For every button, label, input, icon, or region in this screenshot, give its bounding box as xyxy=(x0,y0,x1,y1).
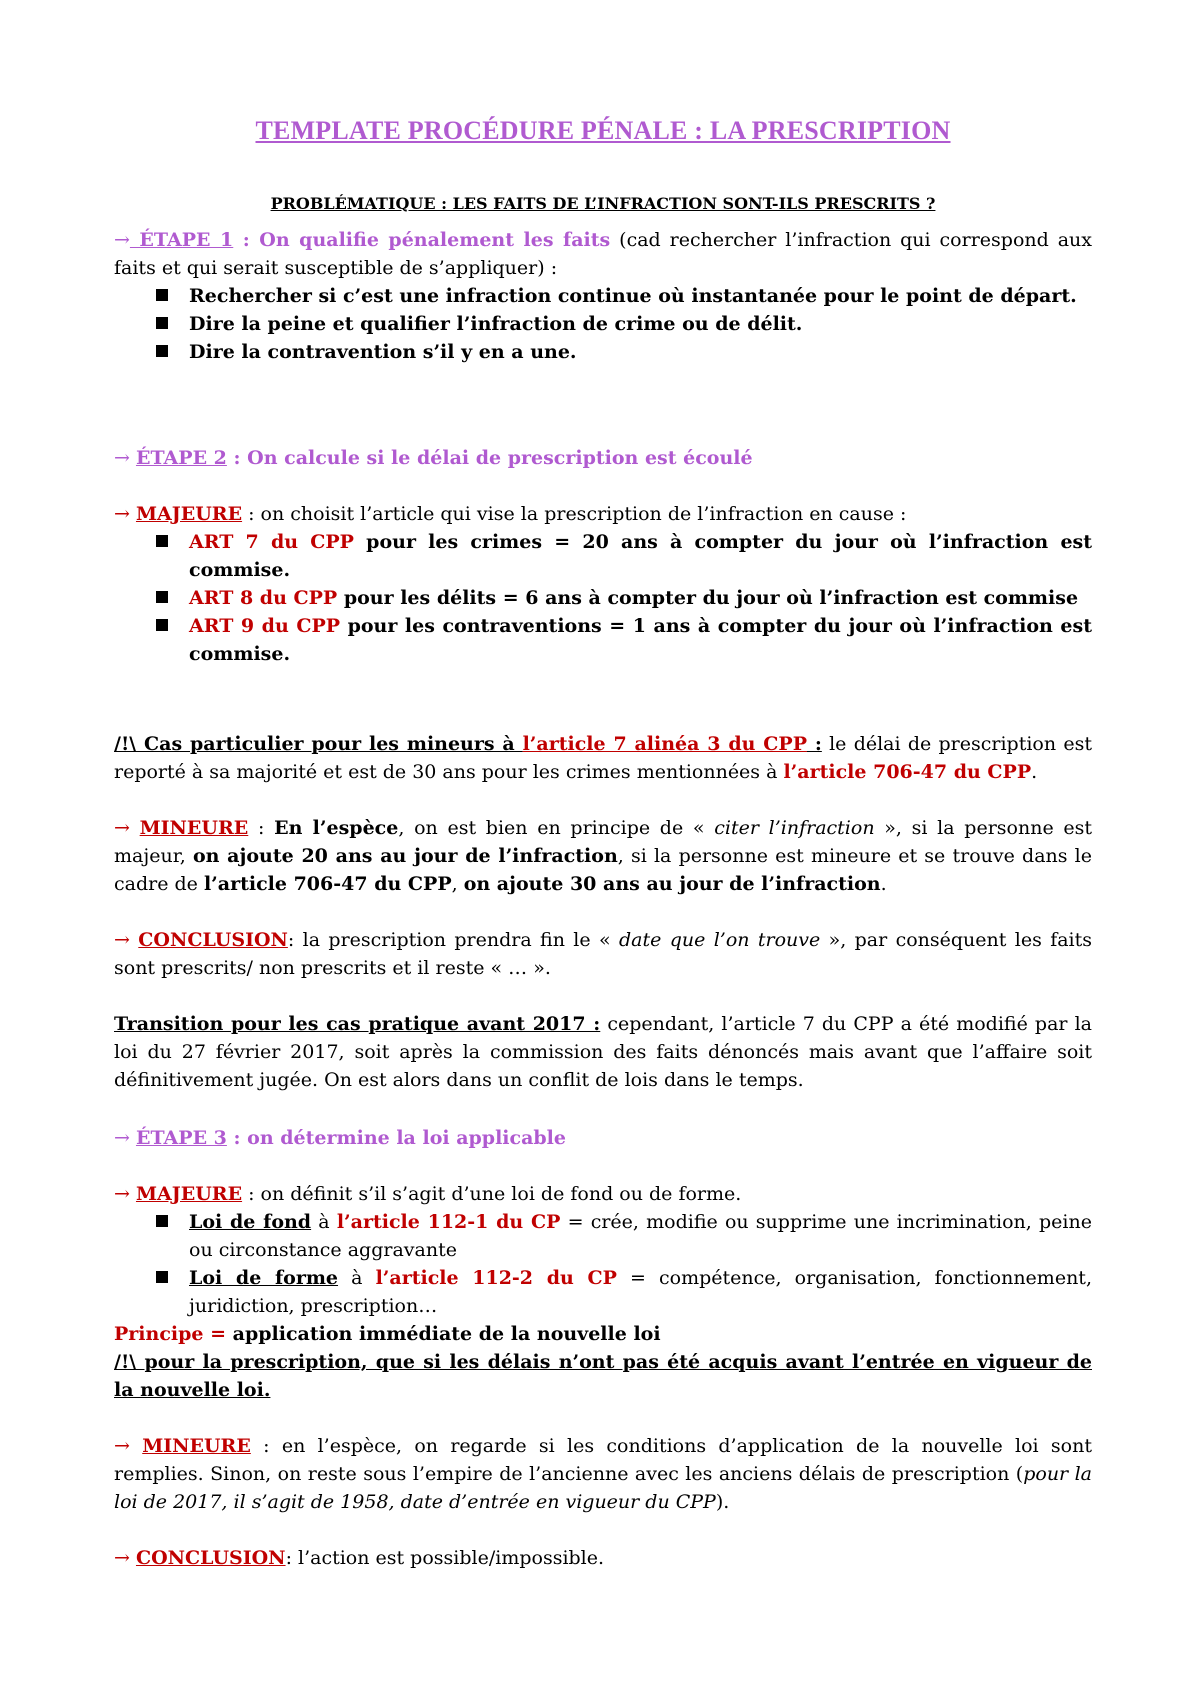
mineure2-label: MINEURE xyxy=(142,1435,251,1457)
etape1-label: ÉTAPE 1 xyxy=(129,229,234,251)
arrow-icon: → xyxy=(114,817,130,839)
warning-paragraph: /!\ pour la prescription, que si les délais n’ont pas été acquis avant l’entrée en vigueur de la nouvelle loi. xyxy=(114,1351,1092,1401)
problematique-heading: PROBLÉMATIQUE : LES FAITS DE L’INFRACTION SONT-ILS PRESCRITS ? xyxy=(270,194,936,213)
principe-label: Principe = xyxy=(114,1323,227,1345)
arrow-icon: → xyxy=(114,1183,130,1205)
majeure1-paragraph xyxy=(114,500,1092,528)
square-bullet-icon xyxy=(156,619,168,631)
etape1-heading: : On qualifie pénalement les faits xyxy=(233,229,611,251)
conclusion2-label: CONCLUSION xyxy=(135,1547,286,1569)
mineure2-paragraph: → MINEURE : en l’espèce, on regarde si les conditions d’application de la nouvelle loi sont remplies. Sinon, on reste sous l’empire de l’ancienne avec les anciens délais de prescription (pour la loi de 2017, il s’agit de 1958, date d’entrée en vigueur du CPP). xyxy=(114,1435,1092,1513)
cas-particulier-paragraph: /!\ Cas particulier pour les mineurs à l’article 7 alinéa 3 du CPP : le délai de prescription est reporté à sa majorité et est de 30 ans pour les crimes mentionnées à l’article 706-47 du CPP. xyxy=(114,733,1092,783)
majeure2-paragraph: → MAJEURE : on définit s’il s’agit d’une loi de fond ou de forme. xyxy=(114,1183,742,1205)
transition-paragraph: Transition pour les cas pratique avant 2017 : cependant, l’article 7 du CPP a été modifié par la loi du 27 février 2017, soit après la commission des faits dénoncés mais avant que l’affaire soit définitivement jugée. On est alors dans un conflit de lois dans le temps. xyxy=(114,1013,1092,1091)
square-bullet-icon xyxy=(156,345,168,357)
square-bullet-icon xyxy=(156,289,168,301)
mineure1-paragraph: → MINEURE : En l’espèce, on est bien en principe de « citer l’infraction », si la personne est majeur, on ajoute 20 ans au jour de l’infraction, si la personne est mineure et se trouve dans le cadre de l’article 706-47 du CPP, on ajoute 30 ans au jour de l’infraction. xyxy=(114,817,1093,895)
list-item: ART 8 du CPP pour les délits = 6 ans à compter du jour où l’infraction est commise xyxy=(114,584,1092,612)
transition-label: Transition pour les cas pratique avant 2017 : xyxy=(114,1013,601,1035)
list-item: Loi de forme à l’article 112-2 du CP = compétence, organisation, fonctionnement, juridiction, prescription… xyxy=(114,1264,1092,1320)
list-item: Rechercher si c’est une infraction continue où instantanée pour le point de départ. xyxy=(114,282,1092,310)
majeure1-list xyxy=(114,528,1092,668)
document-title: TEMPLATE PROCÉDURE PÉNALE : LA PRESCRIPTION xyxy=(255,116,951,145)
etape2-heading: : On calcule si le délai de prescription est écoulé xyxy=(226,447,753,469)
etape3-label: ÉTAPE 3 xyxy=(135,1127,227,1149)
conclusion1-paragraph: → CONCLUSION: la prescription prendra fin le « date que l’on trouve », par conséquent les faits sont prescrits/ non prescrits et il reste « … ». xyxy=(114,929,1093,979)
square-bullet-icon xyxy=(156,591,168,603)
list-item: Dire la peine et qualifier l’infraction de crime ou de délit. xyxy=(114,310,1092,338)
arrow-icon: → xyxy=(114,447,130,469)
list-item: ART 7 du CPP pour les crimes = 20 ans à compter du jour où l’infraction est commise. xyxy=(114,528,1092,584)
square-bullet-icon xyxy=(156,1271,168,1283)
majeure1-label: MAJEURE xyxy=(135,503,243,525)
conclusion1-label: CONCLUSION xyxy=(138,929,288,951)
arrow-icon: → xyxy=(114,1435,130,1457)
mineure1-label: MINEURE xyxy=(139,817,249,839)
arrow-icon: → xyxy=(114,229,130,251)
list-item: Dire la contravention s’il y en a une. xyxy=(114,338,1092,366)
square-bullet-icon xyxy=(156,317,168,329)
etape1-paragraph xyxy=(114,226,1092,282)
conclusion2-paragraph: → CONCLUSION: l’action est possible/impossible. xyxy=(114,1547,605,1569)
etape1-list xyxy=(114,282,1092,366)
arrow-icon: → xyxy=(114,1127,130,1149)
principe-paragraph: Principe = application immédiate de la nouvelle loi xyxy=(114,1323,661,1345)
etape2-label: ÉTAPE 2 xyxy=(135,447,227,469)
list-item: Loi de fond à l’article 112-1 du CP = crée, modifie ou supprime une incrimination, peine ou circonstance aggravante xyxy=(114,1208,1092,1264)
arrow-icon: → xyxy=(114,929,130,951)
majeure1-text: : on choisit l’article qui vise la prescription de l’infraction en cause : xyxy=(242,503,907,525)
etape3-paragraph xyxy=(114,1124,1092,1152)
majeure2-label: MAJEURE xyxy=(135,1183,243,1205)
etape1-text: (cad rechercher l’infraction qui correspond aux faits et qui serait susceptible de s’appliquer) : xyxy=(114,229,1092,279)
square-bullet-icon xyxy=(156,1215,168,1227)
list-item: ART 9 du CPP pour les contraventions = 1 ans à compter du jour où l’infraction est commise. xyxy=(114,612,1092,668)
majeure2-list xyxy=(114,1208,1092,1320)
etape3-heading: : on détermine la loi applicable xyxy=(226,1127,566,1149)
etape2-paragraph xyxy=(114,444,1092,472)
arrow-icon: → xyxy=(114,1547,130,1569)
arrow-icon: → xyxy=(114,503,130,525)
square-bullet-icon xyxy=(156,535,168,547)
